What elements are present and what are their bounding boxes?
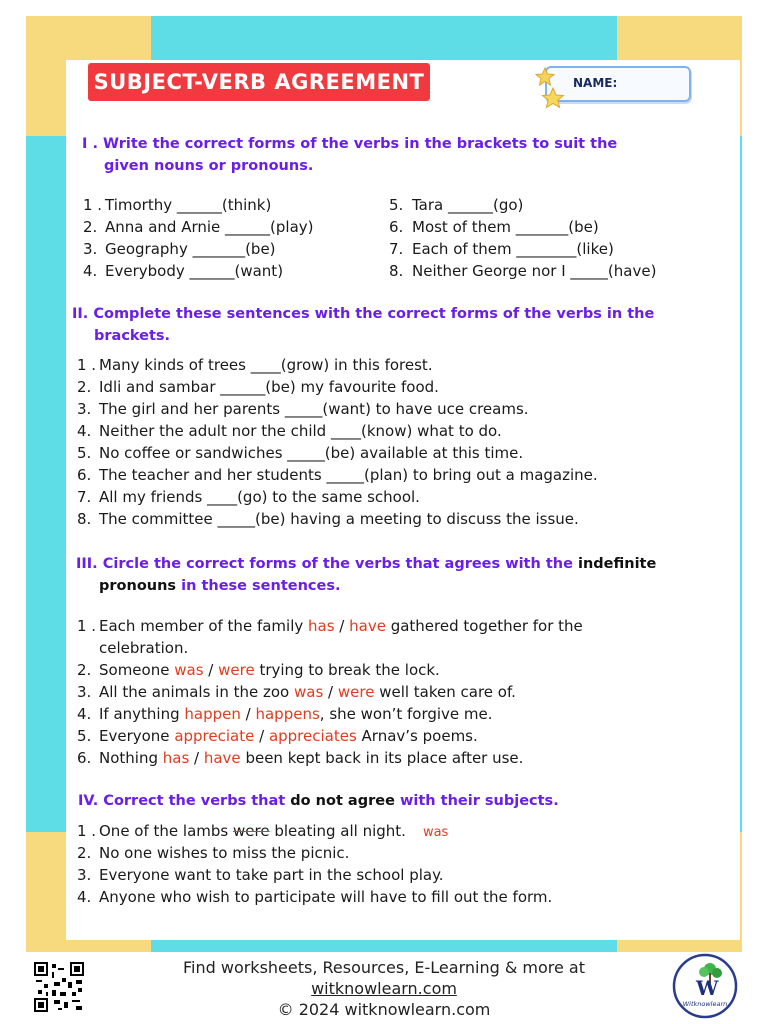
list-item xyxy=(77,747,523,769)
item-text: The girl and her parents _____(want) to have uce creams. xyxy=(99,400,529,418)
heading-line xyxy=(76,575,656,597)
heading-emphasis: pronouns xyxy=(99,578,177,594)
item-number: 1 . xyxy=(77,356,97,374)
list-item xyxy=(77,464,598,486)
item-number: 3. xyxy=(83,240,98,258)
svg-text:Witknowlearn: Witknowlearn xyxy=(682,1000,728,1008)
list-item xyxy=(77,508,579,530)
verb-option[interactable]: have xyxy=(349,617,386,635)
item-text: Tara ______(go) xyxy=(412,196,524,214)
item-text: Someone xyxy=(99,661,175,679)
item-number: 7. xyxy=(77,488,92,506)
item-number: 2. xyxy=(77,378,92,396)
heading-text: III. Circle the correct forms of the verbs that agrees with the xyxy=(76,556,578,572)
item-number: 3. xyxy=(77,400,92,418)
list-item xyxy=(389,194,523,216)
list-item xyxy=(83,216,314,238)
option-separator: / xyxy=(203,661,219,679)
item-text: Anyone who wish to participate will have to fill out the form. xyxy=(99,888,553,906)
item-number: 4. xyxy=(77,422,92,440)
heading-line: II. Complete these sentences with the correct forms of the verbs in the xyxy=(72,306,655,322)
item-text: If anything xyxy=(99,705,185,723)
section-1-heading xyxy=(82,133,617,177)
list-item xyxy=(77,442,523,464)
item-text: The teacher and her students _____(plan) to bring out a magazine. xyxy=(99,466,598,484)
item-text: bleating all night. xyxy=(269,822,406,840)
item-text: Arnav’s poems. xyxy=(356,727,478,745)
heading-line xyxy=(76,553,656,575)
item-text: Everyone xyxy=(99,727,175,745)
item-number: 4. xyxy=(83,262,98,280)
item-number: 8. xyxy=(77,510,92,528)
footer-line: Find worksheets, Resources, E-Learning & more at xyxy=(182,958,585,977)
list-item xyxy=(83,194,271,216)
item-text: Everyone want to take part in the school play. xyxy=(99,866,444,884)
heading-line: I . Write the correct forms of the verbs in the brackets to suit the xyxy=(82,136,618,152)
verb-option[interactable]: appreciates xyxy=(268,727,357,745)
list-item xyxy=(83,238,276,260)
heading-line: brackets. xyxy=(94,328,171,344)
item-text: Neither George nor I _____(have) xyxy=(412,262,657,280)
item-text: gathered together for the xyxy=(385,617,583,635)
list-item xyxy=(77,486,420,508)
verb-option[interactable]: have xyxy=(203,749,241,767)
list-item xyxy=(77,820,448,844)
item-text: One of the lambs xyxy=(99,822,233,840)
item-text: Each of them ________(like) xyxy=(412,240,614,258)
item-text: trying to break the lock. xyxy=(254,661,440,679)
list-item xyxy=(77,842,349,864)
item-number: 5. xyxy=(389,196,404,214)
list-item xyxy=(77,615,583,637)
item-text: The committee _____(be) having a meeting to discuss the issue. xyxy=(99,510,579,528)
list-item xyxy=(77,886,552,908)
list-item xyxy=(77,659,440,681)
list-item xyxy=(389,238,614,260)
item-number: 4. xyxy=(77,705,92,723)
worksheet-title: SUBJECT-VERB AGREEMENT xyxy=(88,63,430,101)
option-separator: / xyxy=(240,705,256,723)
item-number: 3. xyxy=(77,683,92,701)
option-separator: / xyxy=(254,727,269,745)
svg-text:W: W xyxy=(696,976,719,1000)
item-number: 1 . xyxy=(77,617,97,635)
verb-option[interactable]: appreciate xyxy=(174,727,255,745)
item-text: , she won’t forgive me. xyxy=(319,705,493,723)
item-text: All my friends ____(go) to the same school. xyxy=(99,488,420,506)
list-item xyxy=(77,864,444,886)
website-link[interactable]: witknowlearn.com xyxy=(311,979,457,998)
list-item xyxy=(77,354,433,376)
copyright: © 2024 witknowlearn.com xyxy=(277,1000,491,1019)
item-text: No coffee or sandwiches _____(be) available at this time. xyxy=(99,444,524,462)
item-number: 2. xyxy=(83,218,98,236)
witknowlearn-logo-icon[interactable] xyxy=(670,953,740,1019)
stars-icon xyxy=(535,66,569,110)
verb-option[interactable]: was xyxy=(294,683,324,701)
name-label: NAME: xyxy=(573,76,618,90)
item-text: No one wishes to miss the picnic. xyxy=(99,844,350,862)
list-item xyxy=(77,703,493,725)
heading-text: IV. Correct the verbs that xyxy=(78,793,291,809)
verb-option[interactable]: happen xyxy=(184,705,241,723)
item-text: All the animals in the zoo xyxy=(99,683,294,701)
item-text: been kept back in its place after use. xyxy=(240,749,524,767)
list-item xyxy=(77,398,529,420)
section-4-heading xyxy=(78,790,559,812)
heading-text: in these sentences. xyxy=(176,578,341,594)
list-item xyxy=(83,260,283,282)
list-item-continuation: celebration. xyxy=(99,639,189,657)
option-separator: / xyxy=(334,617,350,635)
list-item xyxy=(77,420,502,442)
list-item xyxy=(389,260,656,282)
list-item xyxy=(77,376,439,398)
list-item xyxy=(77,725,478,747)
heading-text: with their subjects. xyxy=(394,793,559,809)
section-3-heading xyxy=(76,553,656,597)
item-text: Nothing xyxy=(99,749,163,767)
section-2-heading xyxy=(72,303,654,347)
option-separator: / xyxy=(323,683,338,701)
item-text: Most of them _______(be) xyxy=(412,218,599,236)
item-number: 2. xyxy=(77,661,92,679)
item-number: 6. xyxy=(77,749,92,767)
item-number: 8. xyxy=(389,262,404,280)
item-text: Each member of the family xyxy=(99,617,309,635)
verb-option[interactable]: was xyxy=(174,661,204,679)
item-number: 2. xyxy=(77,844,92,862)
verb-option[interactable]: happens xyxy=(255,705,320,723)
list-item xyxy=(389,216,599,238)
heading-emphasis: do not agree xyxy=(290,793,395,809)
item-text: Neither the adult nor the child ____(know) what to do. xyxy=(99,422,502,440)
item-text: Everybody ______(want) xyxy=(105,262,284,280)
verb-option[interactable]: has xyxy=(162,749,190,767)
item-number: 4. xyxy=(77,888,92,906)
verb-option[interactable]: has xyxy=(308,617,335,635)
verb-option[interactable]: were xyxy=(337,683,375,701)
heading-emphasis: indefinite xyxy=(578,556,657,572)
option-separator: / xyxy=(189,749,204,767)
item-number: 1 . xyxy=(83,196,103,214)
item-text: well taken care of. xyxy=(374,683,516,701)
item-number: 6. xyxy=(389,218,404,236)
item-text: Idli and sambar ______(be) my favourite food. xyxy=(99,378,439,396)
struck-verb: were xyxy=(233,822,270,840)
item-text: Many kinds of trees ____(grow) in this forest. xyxy=(99,356,433,374)
item-number: 5. xyxy=(77,444,92,462)
item-number: 6. xyxy=(77,466,92,484)
item-number: 3. xyxy=(77,866,92,884)
item-text: Anna and Arnie ______(play) xyxy=(105,218,314,236)
item-text: Geography _______(be) xyxy=(105,240,276,258)
list-item xyxy=(77,681,516,703)
verb-option[interactable]: were xyxy=(218,661,255,679)
corrected-answer: was xyxy=(422,825,449,840)
item-text: Timorthy ______(think) xyxy=(105,196,272,214)
item-number: 1 . xyxy=(77,822,97,840)
heading-line: given nouns or pronouns. xyxy=(104,158,314,174)
footer-link[interactable] xyxy=(0,979,768,998)
item-number: 5. xyxy=(77,727,92,745)
item-number: 7. xyxy=(389,240,404,258)
